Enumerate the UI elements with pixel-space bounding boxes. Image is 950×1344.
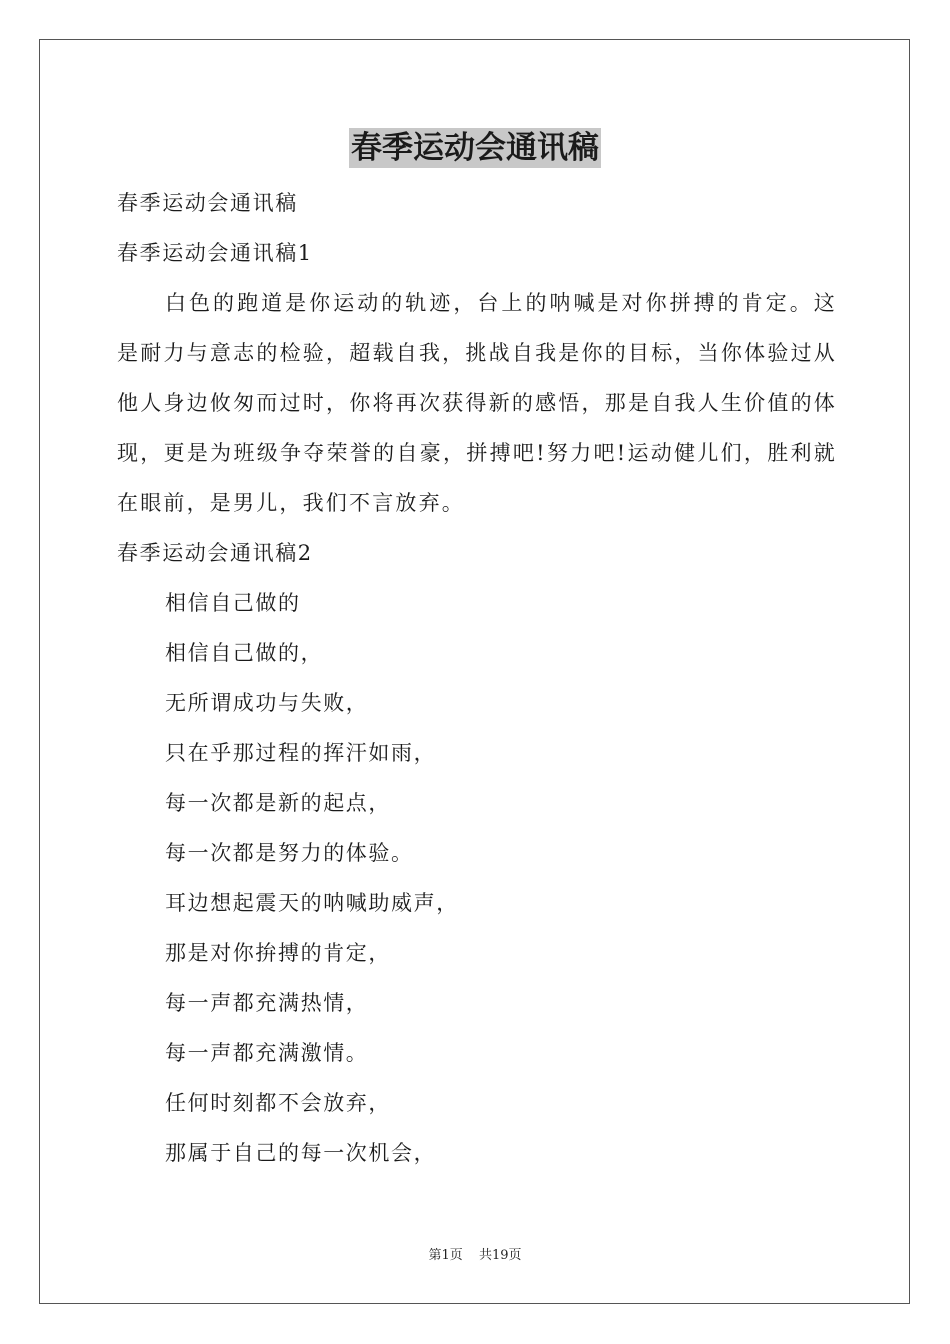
section-heading-2: 春季运动会通讯稿2	[117, 541, 313, 565]
poem-line: 相信自己做的，	[165, 641, 324, 665]
poem-line: 那是对你拚搏的肯定，	[165, 941, 391, 965]
poem-line: 耳边想起震天的呐喊助威声，	[165, 891, 459, 915]
section-heading-1: 春季运动会通讯稿1	[117, 241, 313, 265]
document-subtitle: 春季运动会通讯稿	[117, 191, 298, 215]
document-title: 春季运动会通讯稿	[351, 130, 599, 166]
document-body	[117, 178, 837, 1178]
poem-line: 只在乎那过程的挥汗如雨，	[165, 741, 437, 765]
poem-line: 任何时刻都不会放弃，	[165, 1091, 391, 1115]
poem-line: 那属于自己的每一次机会，	[165, 1141, 437, 1165]
poem-line: 相信自己做的	[165, 591, 301, 615]
section-1-paragraph: 白色的跑道是你运动的轨迹，台上的呐喊是对你拼搏的肯定。这是耐力与意志的检验，超载自我，挑战自我是你的目标，当你体验过从他人身边攸匆而过时，你将再次获得新的感悟，那是自我人生价值的体现，更是为班级争夺荣誉的自豪，拼搏吧!努力吧!运动健儿们，胜利就在眼前，是男儿，我们不言放弃。	[117, 291, 837, 515]
poem-line: 无所谓成功与失败，	[165, 691, 369, 715]
title-container	[0, 128, 950, 168]
page-total: 共19页	[478, 1248, 522, 1263]
poem-line: 每一次都是努力的体验。	[165, 841, 414, 865]
poem-line: 每一声都充满热情，	[165, 991, 369, 1015]
page-footer	[0, 1246, 950, 1266]
poem-line: 每一声都充满激情。	[165, 1041, 369, 1065]
poem-line: 每一次都是新的起点，	[165, 791, 391, 815]
page-number: 第1页	[428, 1248, 463, 1263]
